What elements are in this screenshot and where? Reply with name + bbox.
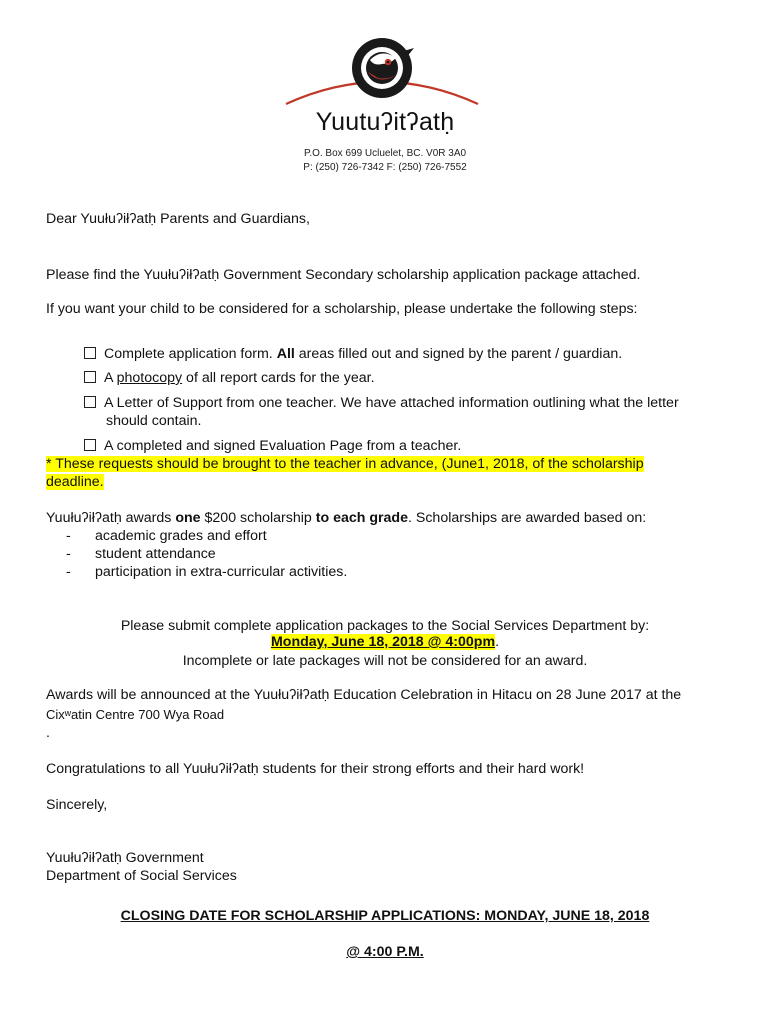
checklist-item: A photocopy of all report cards for the year. bbox=[84, 370, 375, 386]
announcement-end: . bbox=[46, 725, 50, 741]
submission-instructions: Please submit complete application packages to the Social Services Department by: bbox=[120, 618, 650, 634]
closing-date-heading: CLOSING DATE FOR SCHOLARSHIP APPLICATIONS: MONDAY, JUNE 18, 2018 bbox=[120, 908, 650, 924]
intro-paragraph: Please find the Yuułuʔiłʔatḥ Government Secondary scholarship application package attached. bbox=[46, 267, 641, 283]
criteria-item: - student attendance bbox=[66, 546, 216, 562]
announcement-location: Cixʷatin Centre 700 Wya Road bbox=[46, 707, 225, 722]
signature-department: Department of Social Services bbox=[46, 868, 237, 884]
checkbox-icon bbox=[84, 439, 96, 451]
advance-notice-continuation: deadline. bbox=[46, 474, 104, 490]
checklist-item: Complete application form. All areas filled out and signed by the parent / guardian. bbox=[84, 346, 622, 362]
closing-time: @ 4:00 P.M. bbox=[346, 944, 424, 960]
address-line: P.O. Box 699 Ucluelet, BC. V0R 3A0 bbox=[303, 148, 467, 159]
late-policy: Incomplete or late packages will not be considered for an award. bbox=[182, 653, 588, 669]
checkbox-icon bbox=[84, 347, 96, 359]
signature-organization: Yuułuʔiłʔatḥ Government bbox=[46, 850, 204, 866]
criteria-item: - academic grades and effort bbox=[66, 528, 267, 544]
organization-name: Yuutuʔitʔatḥ bbox=[315, 108, 455, 136]
criteria-item: - participation in extra-curricular activities. bbox=[66, 564, 348, 580]
phone-fax-line: P: (250) 726-7342 F: (250) 726-7552 bbox=[303, 162, 467, 173]
organization-logo bbox=[282, 34, 482, 108]
advance-notice: * These requests should be brought to the teacher in advance, (June1, 2018, of the scholarship bbox=[46, 456, 644, 472]
checklist-item-continuation: should contain. bbox=[106, 413, 202, 429]
checkbox-icon bbox=[84, 396, 96, 408]
announcement: Awards will be announced at the Yuułuʔiłʔatḥ Education Celebration in Hitacu on 28 June 2017 at the bbox=[46, 687, 682, 703]
steps-intro: If you want your child to be considered for a scholarship, please undertake the following steps: bbox=[46, 301, 638, 317]
submission-deadline: Monday, June 18, 2018 @ 4:00pm. bbox=[270, 634, 500, 650]
awards-paragraph: Yuułuʔiłʔatḥ awards one $200 scholarship to each grade. Scholarships are awarded based on: bbox=[46, 510, 647, 526]
closing: Sincerely, bbox=[46, 797, 108, 813]
checklist-item: A Letter of Support from one teacher. We have attached information outlining what the letter bbox=[84, 395, 679, 411]
congratulations: Congratulations to all Yuułuʔiłʔatḥ students for their strong efforts and their hard work! bbox=[46, 761, 585, 777]
greeting: Dear Yuułuʔiłʔatḥ Parents and Guardians, bbox=[46, 211, 310, 227]
checklist-item: A completed and signed Evaluation Page from a teacher. bbox=[84, 438, 461, 454]
checkbox-icon bbox=[84, 371, 96, 383]
